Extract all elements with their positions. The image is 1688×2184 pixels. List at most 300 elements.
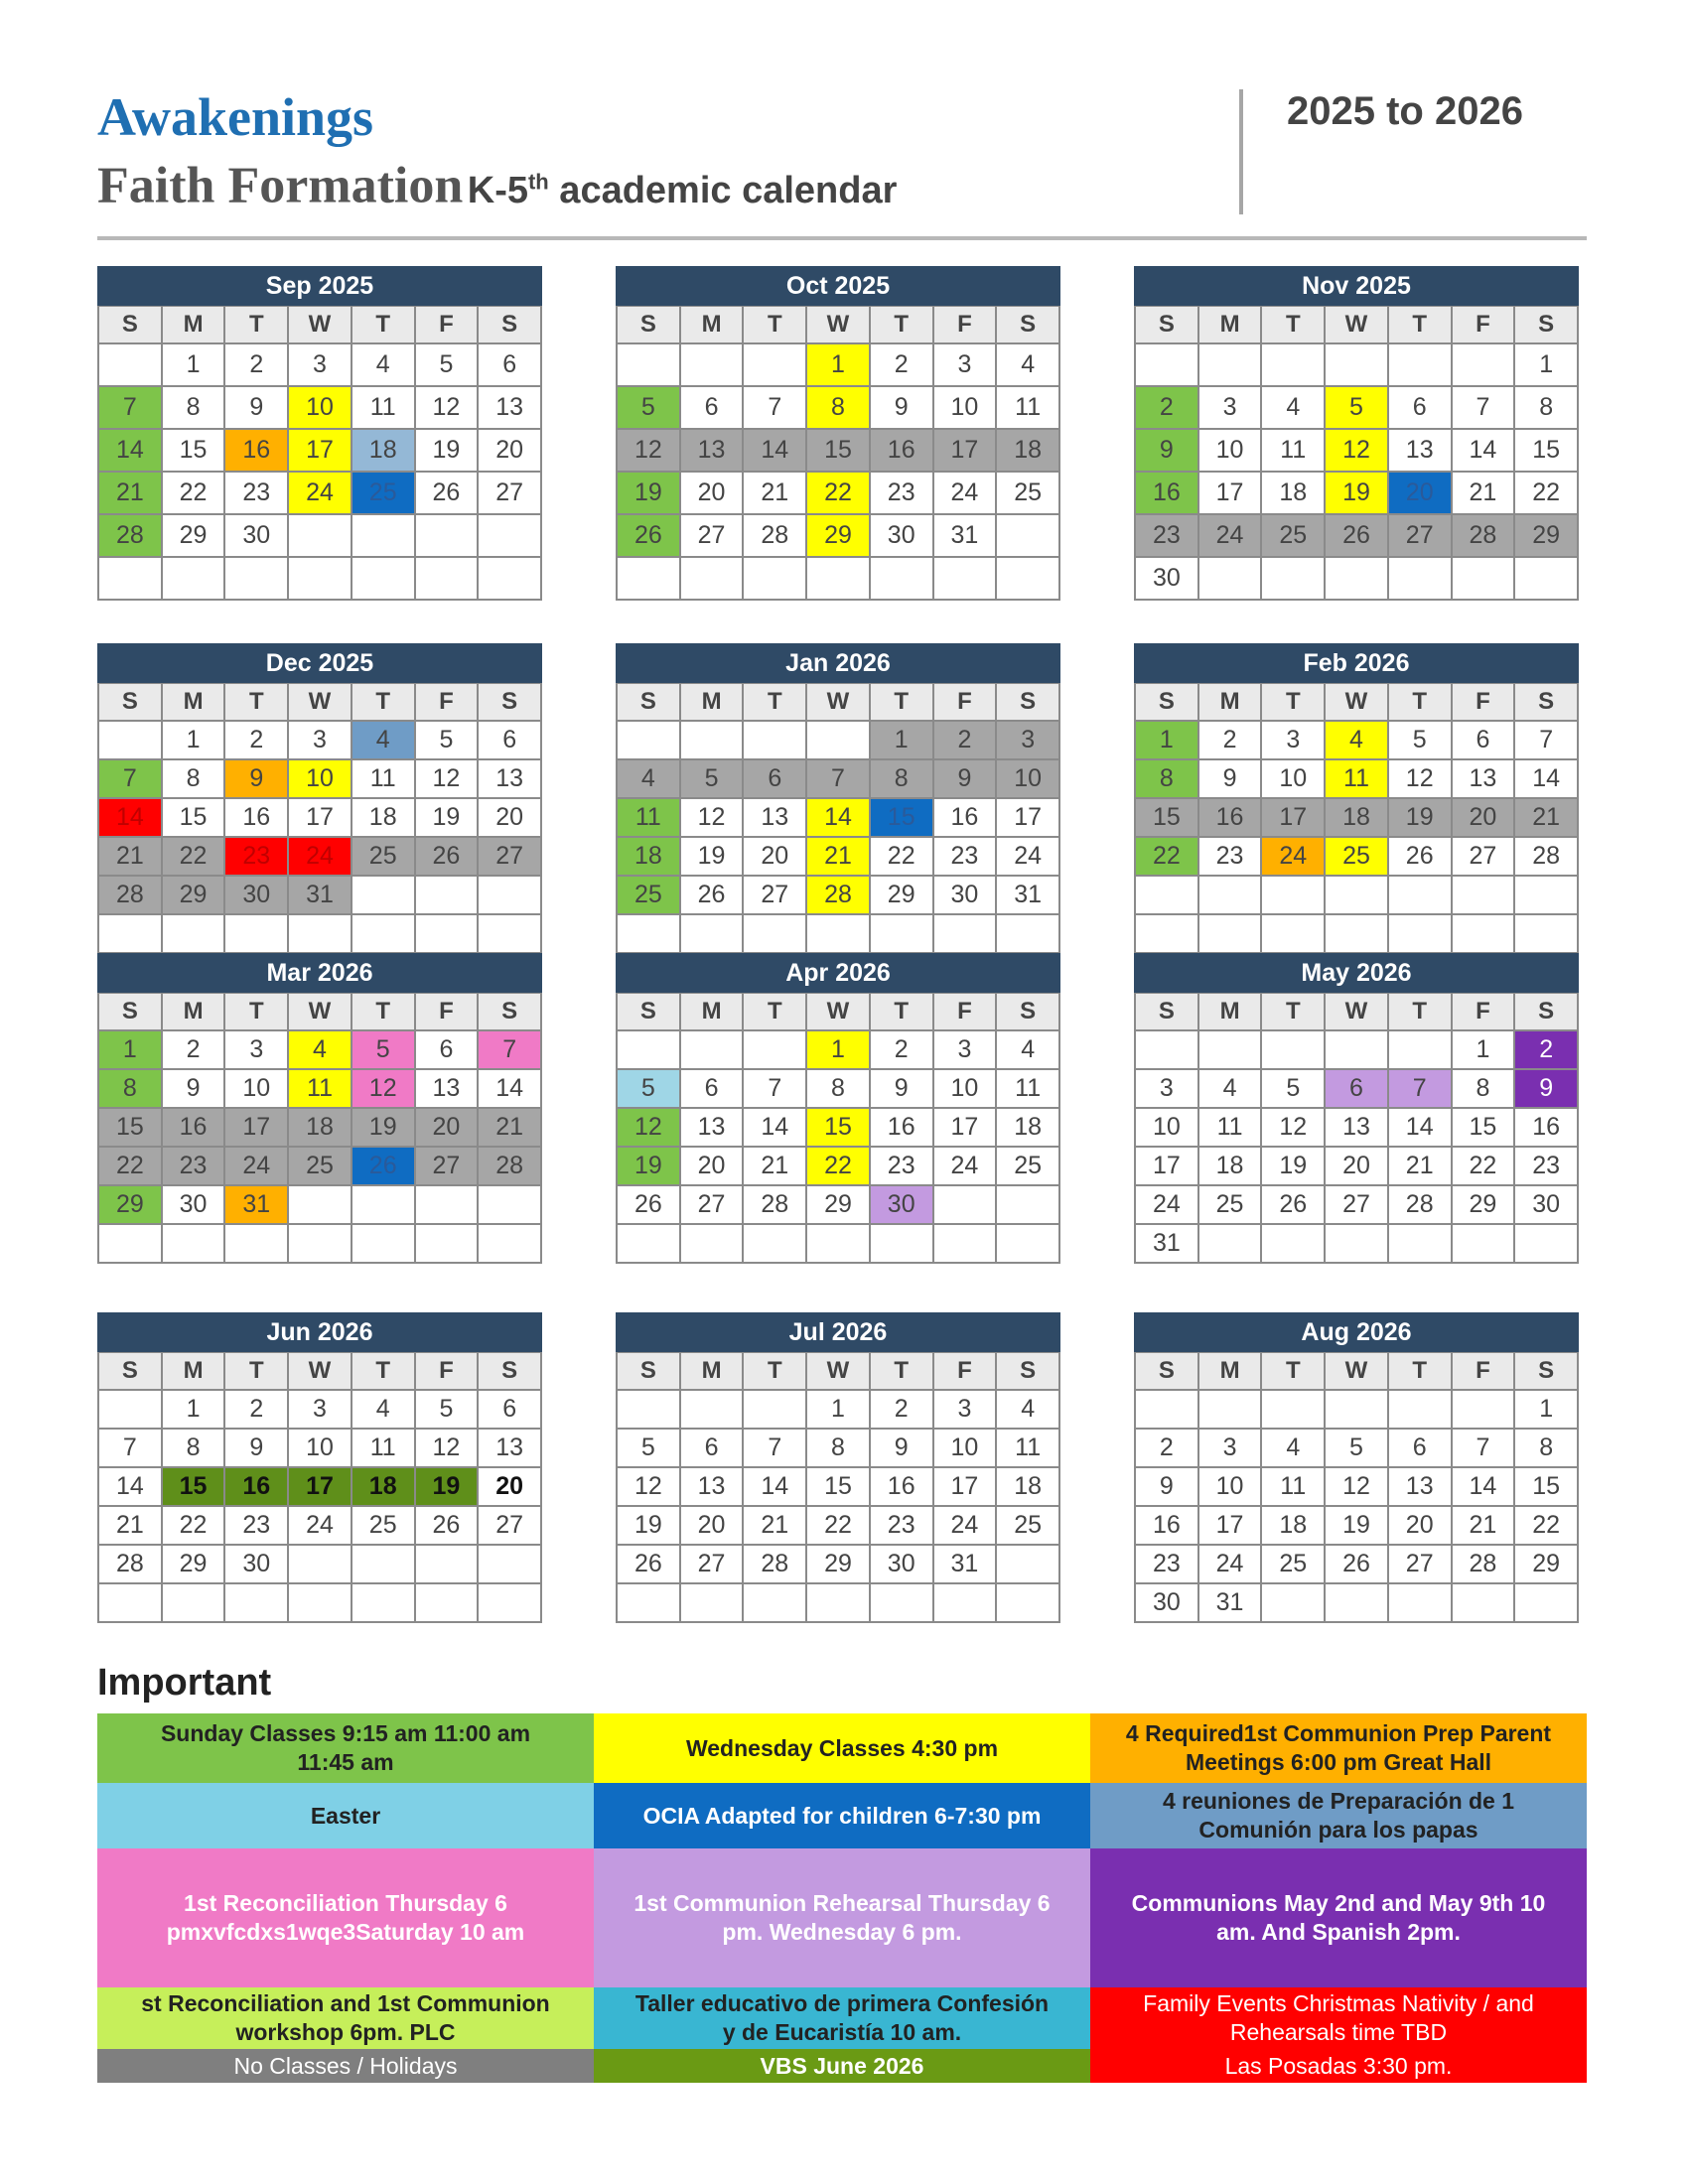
- weekday-header: S: [1136, 684, 1199, 722]
- day-cell: 16: [1136, 1507, 1199, 1546]
- month-title: Jun 2026: [97, 1312, 542, 1352]
- empty-day-cell: [352, 1584, 416, 1623]
- month-mar-2026: [97, 953, 542, 1264]
- day-cell: 18: [352, 1468, 416, 1507]
- day-cell: 26: [1326, 1546, 1389, 1584]
- day-cell: 13: [681, 1468, 745, 1507]
- empty-day-cell: [1453, 1584, 1516, 1623]
- day-cell: 15: [99, 1109, 163, 1148]
- legend-item: [1090, 1783, 1587, 1848]
- legend-item: [594, 2049, 1090, 2083]
- month-days-grid: [97, 1352, 542, 1623]
- day-cell: 30: [934, 877, 998, 915]
- day-cell: 21: [479, 1109, 542, 1148]
- legend-item: [594, 1713, 1090, 1783]
- day-cell: 9: [1199, 760, 1263, 799]
- day-cell: 7: [744, 1430, 807, 1468]
- day-cell: 8: [1136, 760, 1199, 799]
- day-cell: 10: [289, 760, 352, 799]
- day-cell: 28: [744, 1546, 807, 1584]
- empty-day-cell: [744, 344, 807, 387]
- weekday-header: T: [744, 684, 807, 722]
- day-cell: 25: [618, 877, 681, 915]
- empty-day-cell: [997, 1584, 1060, 1623]
- empty-day-cell: [1515, 558, 1579, 601]
- day-cell: 7: [1515, 722, 1579, 760]
- empty-day-cell: [1453, 344, 1516, 387]
- empty-day-cell: [289, 915, 352, 954]
- month-aug-2026: [1134, 1312, 1579, 1623]
- empty-day-cell: [1199, 1031, 1263, 1070]
- month-title: Jan 2026: [616, 643, 1060, 683]
- legend-text: Communions May 2nd and May 9th 10: [1131, 1890, 1546, 1916]
- legend-text: VBS June 2026: [760, 2052, 924, 2079]
- weekday-header: W: [289, 994, 352, 1031]
- day-cell: 6: [479, 722, 542, 760]
- day-cell: 5: [352, 1031, 416, 1070]
- day-cell: 3: [289, 344, 352, 387]
- empty-day-cell: [618, 1031, 681, 1070]
- day-cell: 9: [225, 387, 289, 430]
- empty-day-cell: [416, 1186, 480, 1225]
- day-cell: 4: [1262, 387, 1326, 430]
- day-cell: 18: [1199, 1148, 1263, 1186]
- day-cell: 11: [352, 1430, 416, 1468]
- subtitle-grade: [468, 170, 898, 211]
- empty-day-cell: [163, 915, 226, 954]
- legend-text: 4 Required1st Communion Prep Parent: [1125, 1720, 1552, 1746]
- month-jun-2026: [97, 1312, 542, 1623]
- day-cell: 14: [99, 1468, 163, 1507]
- empty-day-cell: [934, 915, 998, 954]
- day-cell: 2: [1136, 1430, 1199, 1468]
- day-cell: 4: [997, 344, 1060, 387]
- empty-day-cell: [744, 1225, 807, 1264]
- day-cell: 12: [618, 430, 681, 473]
- day-cell: 5: [416, 1391, 480, 1430]
- weekday-header: S: [1515, 1353, 1579, 1391]
- day-cell: 12: [1326, 430, 1389, 473]
- weekday-header: F: [416, 994, 480, 1031]
- day-cell: 31: [997, 877, 1060, 915]
- weekday-header: M: [1199, 1353, 1263, 1391]
- day-cell: 17: [225, 1109, 289, 1148]
- weekday-header: S: [479, 1353, 542, 1391]
- month-title: Nov 2025: [1134, 266, 1579, 306]
- day-cell: 17: [934, 430, 998, 473]
- empty-day-cell: [681, 1391, 745, 1430]
- day-cell: 11: [997, 1430, 1060, 1468]
- day-cell: 29: [163, 1546, 226, 1584]
- day-cell: 15: [163, 799, 226, 838]
- day-cell: 27: [479, 838, 542, 877]
- empty-day-cell: [1262, 1225, 1326, 1264]
- legend-item: [97, 1713, 594, 1783]
- day-cell: 9: [871, 1430, 934, 1468]
- empty-day-cell: [744, 1391, 807, 1430]
- day-cell: 1: [807, 1391, 871, 1430]
- day-cell: 8: [807, 1430, 871, 1468]
- day-cell: 27: [1389, 515, 1453, 558]
- empty-day-cell: [99, 915, 163, 954]
- weekday-header: M: [1199, 994, 1263, 1031]
- day-cell: 6: [479, 1391, 542, 1430]
- weekday-header: F: [416, 1353, 480, 1391]
- day-cell: 13: [1326, 1109, 1389, 1148]
- day-cell: 15: [1515, 1468, 1579, 1507]
- day-cell: 6: [681, 1430, 745, 1468]
- day-cell: 6: [744, 760, 807, 799]
- page-header: [97, 87, 897, 229]
- day-cell: 17: [289, 799, 352, 838]
- empty-day-cell: [618, 1584, 681, 1623]
- day-cell: 8: [163, 387, 226, 430]
- day-cell: 20: [479, 430, 542, 473]
- day-cell: 22: [807, 1507, 871, 1546]
- empty-day-cell: [871, 558, 934, 601]
- day-cell: 22: [1515, 1507, 1579, 1546]
- weekday-header: T: [744, 994, 807, 1031]
- empty-day-cell: [99, 344, 163, 387]
- day-cell: 4: [1199, 1070, 1263, 1109]
- day-cell: 22: [807, 1148, 871, 1186]
- weekday-header: T: [1262, 1353, 1326, 1391]
- empty-day-cell: [1453, 877, 1516, 915]
- day-cell: 14: [1453, 430, 1516, 473]
- day-cell: 28: [744, 1186, 807, 1225]
- day-cell: 9: [934, 760, 998, 799]
- day-cell: 11: [1326, 760, 1389, 799]
- day-cell: 27: [681, 1546, 745, 1584]
- empty-day-cell: [1199, 1391, 1263, 1430]
- day-cell: 16: [225, 430, 289, 473]
- day-cell: 31: [225, 1186, 289, 1225]
- weekday-header: W: [807, 307, 871, 344]
- empty-day-cell: [871, 1584, 934, 1623]
- day-cell: 18: [1262, 1507, 1326, 1546]
- day-cell: 8: [1515, 1430, 1579, 1468]
- empty-day-cell: [997, 1186, 1060, 1225]
- day-cell: 14: [807, 799, 871, 838]
- day-cell: 22: [871, 838, 934, 877]
- day-cell: 18: [1262, 473, 1326, 515]
- day-cell: 2: [1515, 1031, 1579, 1070]
- day-cell: 25: [997, 1148, 1060, 1186]
- day-cell: 13: [744, 799, 807, 838]
- day-cell: 31: [934, 515, 998, 558]
- day-cell: 1: [1453, 1031, 1516, 1070]
- day-cell: 13: [1389, 1468, 1453, 1507]
- legend-text: Comunión para los papas: [1198, 1817, 1478, 1843]
- day-cell: 20: [681, 1148, 745, 1186]
- empty-day-cell: [1515, 1225, 1579, 1264]
- day-cell: 5: [1326, 1430, 1389, 1468]
- empty-day-cell: [744, 1584, 807, 1623]
- day-cell: 11: [997, 1070, 1060, 1109]
- weekday-header: M: [681, 994, 745, 1031]
- day-cell: 4: [352, 1391, 416, 1430]
- empty-day-cell: [416, 1225, 480, 1264]
- day-cell: 19: [1262, 1148, 1326, 1186]
- day-cell: 5: [1389, 722, 1453, 760]
- empty-day-cell: [1136, 877, 1199, 915]
- day-cell: 24: [1199, 515, 1263, 558]
- day-cell: 4: [289, 1031, 352, 1070]
- day-cell: 19: [1326, 473, 1389, 515]
- day-cell: 30: [1136, 558, 1199, 601]
- empty-day-cell: [934, 1225, 998, 1264]
- day-cell: 20: [681, 1507, 745, 1546]
- day-cell: 22: [1453, 1148, 1516, 1186]
- weekday-header: T: [352, 994, 416, 1031]
- weekday-header: T: [871, 994, 934, 1031]
- day-cell: 28: [744, 515, 807, 558]
- day-cell: 5: [618, 1070, 681, 1109]
- legend-text: workshop 6pm. PLC: [235, 2019, 456, 2045]
- day-cell: 22: [1515, 473, 1579, 515]
- day-cell: 17: [934, 1468, 998, 1507]
- day-cell: 26: [1326, 515, 1389, 558]
- day-cell: 13: [479, 387, 542, 430]
- weekday-header: T: [744, 307, 807, 344]
- day-cell: 24: [1136, 1186, 1199, 1225]
- empty-day-cell: [1389, 1584, 1453, 1623]
- empty-day-cell: [416, 1546, 480, 1584]
- day-cell: 30: [225, 515, 289, 558]
- day-cell: 19: [618, 1507, 681, 1546]
- day-cell: 9: [225, 1430, 289, 1468]
- year-range: 2025 to 2026: [1287, 89, 1523, 133]
- day-cell: 12: [416, 760, 480, 799]
- empty-day-cell: [807, 558, 871, 601]
- day-cell: 11: [352, 387, 416, 430]
- day-cell: 27: [1389, 1546, 1453, 1584]
- empty-day-cell: [99, 558, 163, 601]
- day-cell: 4: [352, 722, 416, 760]
- weekday-header: T: [352, 1353, 416, 1391]
- weekday-header: T: [352, 684, 416, 722]
- day-cell: 17: [1199, 1507, 1263, 1546]
- empty-day-cell: [289, 515, 352, 558]
- day-cell: 30: [871, 515, 934, 558]
- month-days-grid: [616, 306, 1060, 601]
- day-cell: 19: [1326, 1507, 1389, 1546]
- day-cell: 28: [479, 1148, 542, 1186]
- empty-day-cell: [681, 915, 745, 954]
- day-cell: 6: [1453, 722, 1516, 760]
- day-cell: 31: [1136, 1225, 1199, 1264]
- day-cell: 23: [1136, 1546, 1199, 1584]
- day-cell: 24: [289, 838, 352, 877]
- legend-text: 11:45 am: [297, 1749, 394, 1775]
- weekday-header: M: [163, 1353, 226, 1391]
- day-cell: 28: [1515, 838, 1579, 877]
- empty-day-cell: [1389, 877, 1453, 915]
- weekday-header: S: [99, 1353, 163, 1391]
- day-cell: 22: [99, 1148, 163, 1186]
- day-cell: 1: [1515, 344, 1579, 387]
- day-cell: 23: [871, 1507, 934, 1546]
- day-cell: 28: [807, 877, 871, 915]
- day-cell: 14: [744, 1109, 807, 1148]
- empty-day-cell: [479, 515, 542, 558]
- day-cell: 26: [618, 515, 681, 558]
- legend-text: OCIA Adapted for children 6-7:30 pm: [642, 1802, 1042, 1829]
- empty-day-cell: [681, 1225, 745, 1264]
- month-title: May 2026: [1134, 953, 1579, 993]
- weekday-header: S: [479, 684, 542, 722]
- legend-item: [97, 1848, 594, 1987]
- day-cell: 21: [99, 1507, 163, 1546]
- weekday-header: T: [225, 684, 289, 722]
- empty-day-cell: [1262, 1391, 1326, 1430]
- subtitle-sup: th: [527, 169, 549, 194]
- day-cell: 6: [1389, 1430, 1453, 1468]
- day-cell: 8: [163, 1430, 226, 1468]
- empty-day-cell: [871, 1225, 934, 1264]
- month-may-2026: [1134, 953, 1579, 1264]
- empty-day-cell: [807, 722, 871, 760]
- day-cell: 2: [871, 1031, 934, 1070]
- empty-day-cell: [807, 1225, 871, 1264]
- weekday-header: T: [1389, 307, 1453, 344]
- legend-text: am. And Spanish 2pm.: [1216, 1919, 1461, 1945]
- day-cell: 5: [618, 387, 681, 430]
- day-cell: 28: [99, 877, 163, 915]
- day-cell: 16: [225, 1468, 289, 1507]
- day-cell: 30: [871, 1546, 934, 1584]
- weekday-header: W: [1326, 1353, 1389, 1391]
- day-cell: 3: [934, 1031, 998, 1070]
- empty-day-cell: [99, 1584, 163, 1623]
- day-cell: 26: [416, 473, 480, 515]
- day-cell: 1: [1515, 1391, 1579, 1430]
- weekday-header: W: [1326, 307, 1389, 344]
- empty-day-cell: [934, 558, 998, 601]
- day-cell: 3: [1199, 1430, 1263, 1468]
- legend-item: [594, 1783, 1090, 1848]
- day-cell: 17: [934, 1109, 998, 1148]
- day-cell: 10: [289, 387, 352, 430]
- day-cell: 27: [681, 515, 745, 558]
- legend-text: Meetings 6:00 pm Great Hall: [1185, 1749, 1492, 1775]
- legend-text: 4 reuniones de Preparación de 1: [1162, 1788, 1515, 1814]
- empty-day-cell: [225, 915, 289, 954]
- legend-text: y de Eucaristía 10 am.: [722, 2019, 962, 2045]
- day-cell: 31: [934, 1546, 998, 1584]
- empty-day-cell: [1389, 558, 1453, 601]
- legend-item: [594, 1987, 1090, 2049]
- weekday-header: F: [1453, 684, 1516, 722]
- day-cell: 6: [681, 1070, 745, 1109]
- day-cell: 22: [163, 1507, 226, 1546]
- day-cell: 29: [1515, 515, 1579, 558]
- day-cell: 30: [225, 877, 289, 915]
- weekday-header: S: [1136, 994, 1199, 1031]
- empty-day-cell: [1453, 915, 1516, 954]
- weekday-header: T: [225, 994, 289, 1031]
- legend-item: [97, 1987, 594, 2049]
- empty-day-cell: [744, 558, 807, 601]
- empty-day-cell: [681, 1584, 745, 1623]
- day-cell: 3: [289, 722, 352, 760]
- day-cell: 2: [163, 1031, 226, 1070]
- empty-day-cell: [479, 1225, 542, 1264]
- month-sep-2025: [97, 266, 542, 601]
- day-cell: 23: [1136, 515, 1199, 558]
- month-oct-2025: [616, 266, 1060, 601]
- day-cell: 29: [1453, 1186, 1516, 1225]
- day-cell: 28: [1453, 1546, 1516, 1584]
- day-cell: 27: [479, 1507, 542, 1546]
- weekday-header: T: [1262, 307, 1326, 344]
- day-cell: 26: [1389, 838, 1453, 877]
- day-cell: 10: [934, 1070, 998, 1109]
- empty-day-cell: [1453, 1391, 1516, 1430]
- day-cell: 25: [997, 473, 1060, 515]
- empty-day-cell: [1262, 1031, 1326, 1070]
- weekday-header: T: [1389, 1353, 1453, 1391]
- day-cell: 24: [1262, 838, 1326, 877]
- empty-day-cell: [1389, 915, 1453, 954]
- month-days-grid: [1134, 306, 1579, 601]
- day-cell: 13: [681, 430, 745, 473]
- day-cell: 22: [163, 838, 226, 877]
- day-cell: 17: [997, 799, 1060, 838]
- day-cell: 2: [1199, 722, 1263, 760]
- empty-day-cell: [681, 344, 745, 387]
- header-rule: [97, 236, 1587, 240]
- day-cell: 12: [618, 1109, 681, 1148]
- day-cell: 6: [479, 344, 542, 387]
- day-cell: 19: [618, 1148, 681, 1186]
- empty-day-cell: [352, 558, 416, 601]
- day-cell: 29: [807, 515, 871, 558]
- weekday-header: T: [225, 1353, 289, 1391]
- day-cell: 18: [997, 1109, 1060, 1148]
- day-cell: 7: [744, 1070, 807, 1109]
- day-cell: 7: [479, 1031, 542, 1070]
- weekday-header: F: [416, 307, 480, 344]
- day-cell: 5: [618, 1430, 681, 1468]
- day-cell: 20: [1389, 473, 1453, 515]
- day-cell: 13: [479, 1430, 542, 1468]
- legend-text: Wednesday Classes 4:30 pm: [685, 1734, 999, 1761]
- day-cell: 20: [681, 473, 745, 515]
- day-cell: 21: [1515, 799, 1579, 838]
- month-title: Feb 2026: [1134, 643, 1579, 683]
- subtitle-rest: academic calendar: [548, 169, 898, 211]
- day-cell: 18: [352, 430, 416, 473]
- day-cell: 23: [1199, 838, 1263, 877]
- empty-day-cell: [1262, 344, 1326, 387]
- weekday-header: M: [163, 684, 226, 722]
- empty-day-cell: [1136, 1391, 1199, 1430]
- day-cell: 3: [1262, 722, 1326, 760]
- weekday-header: S: [1515, 307, 1579, 344]
- day-cell: 3: [997, 722, 1060, 760]
- weekday-header: S: [618, 1353, 681, 1391]
- empty-day-cell: [1136, 915, 1199, 954]
- day-cell: 16: [871, 1468, 934, 1507]
- day-cell: 28: [1453, 515, 1516, 558]
- legend-item: [97, 2049, 594, 2083]
- day-cell: 20: [1453, 799, 1516, 838]
- day-cell: 15: [807, 1109, 871, 1148]
- empty-day-cell: [416, 1584, 480, 1623]
- header-divider: [1239, 89, 1243, 214]
- empty-day-cell: [1389, 344, 1453, 387]
